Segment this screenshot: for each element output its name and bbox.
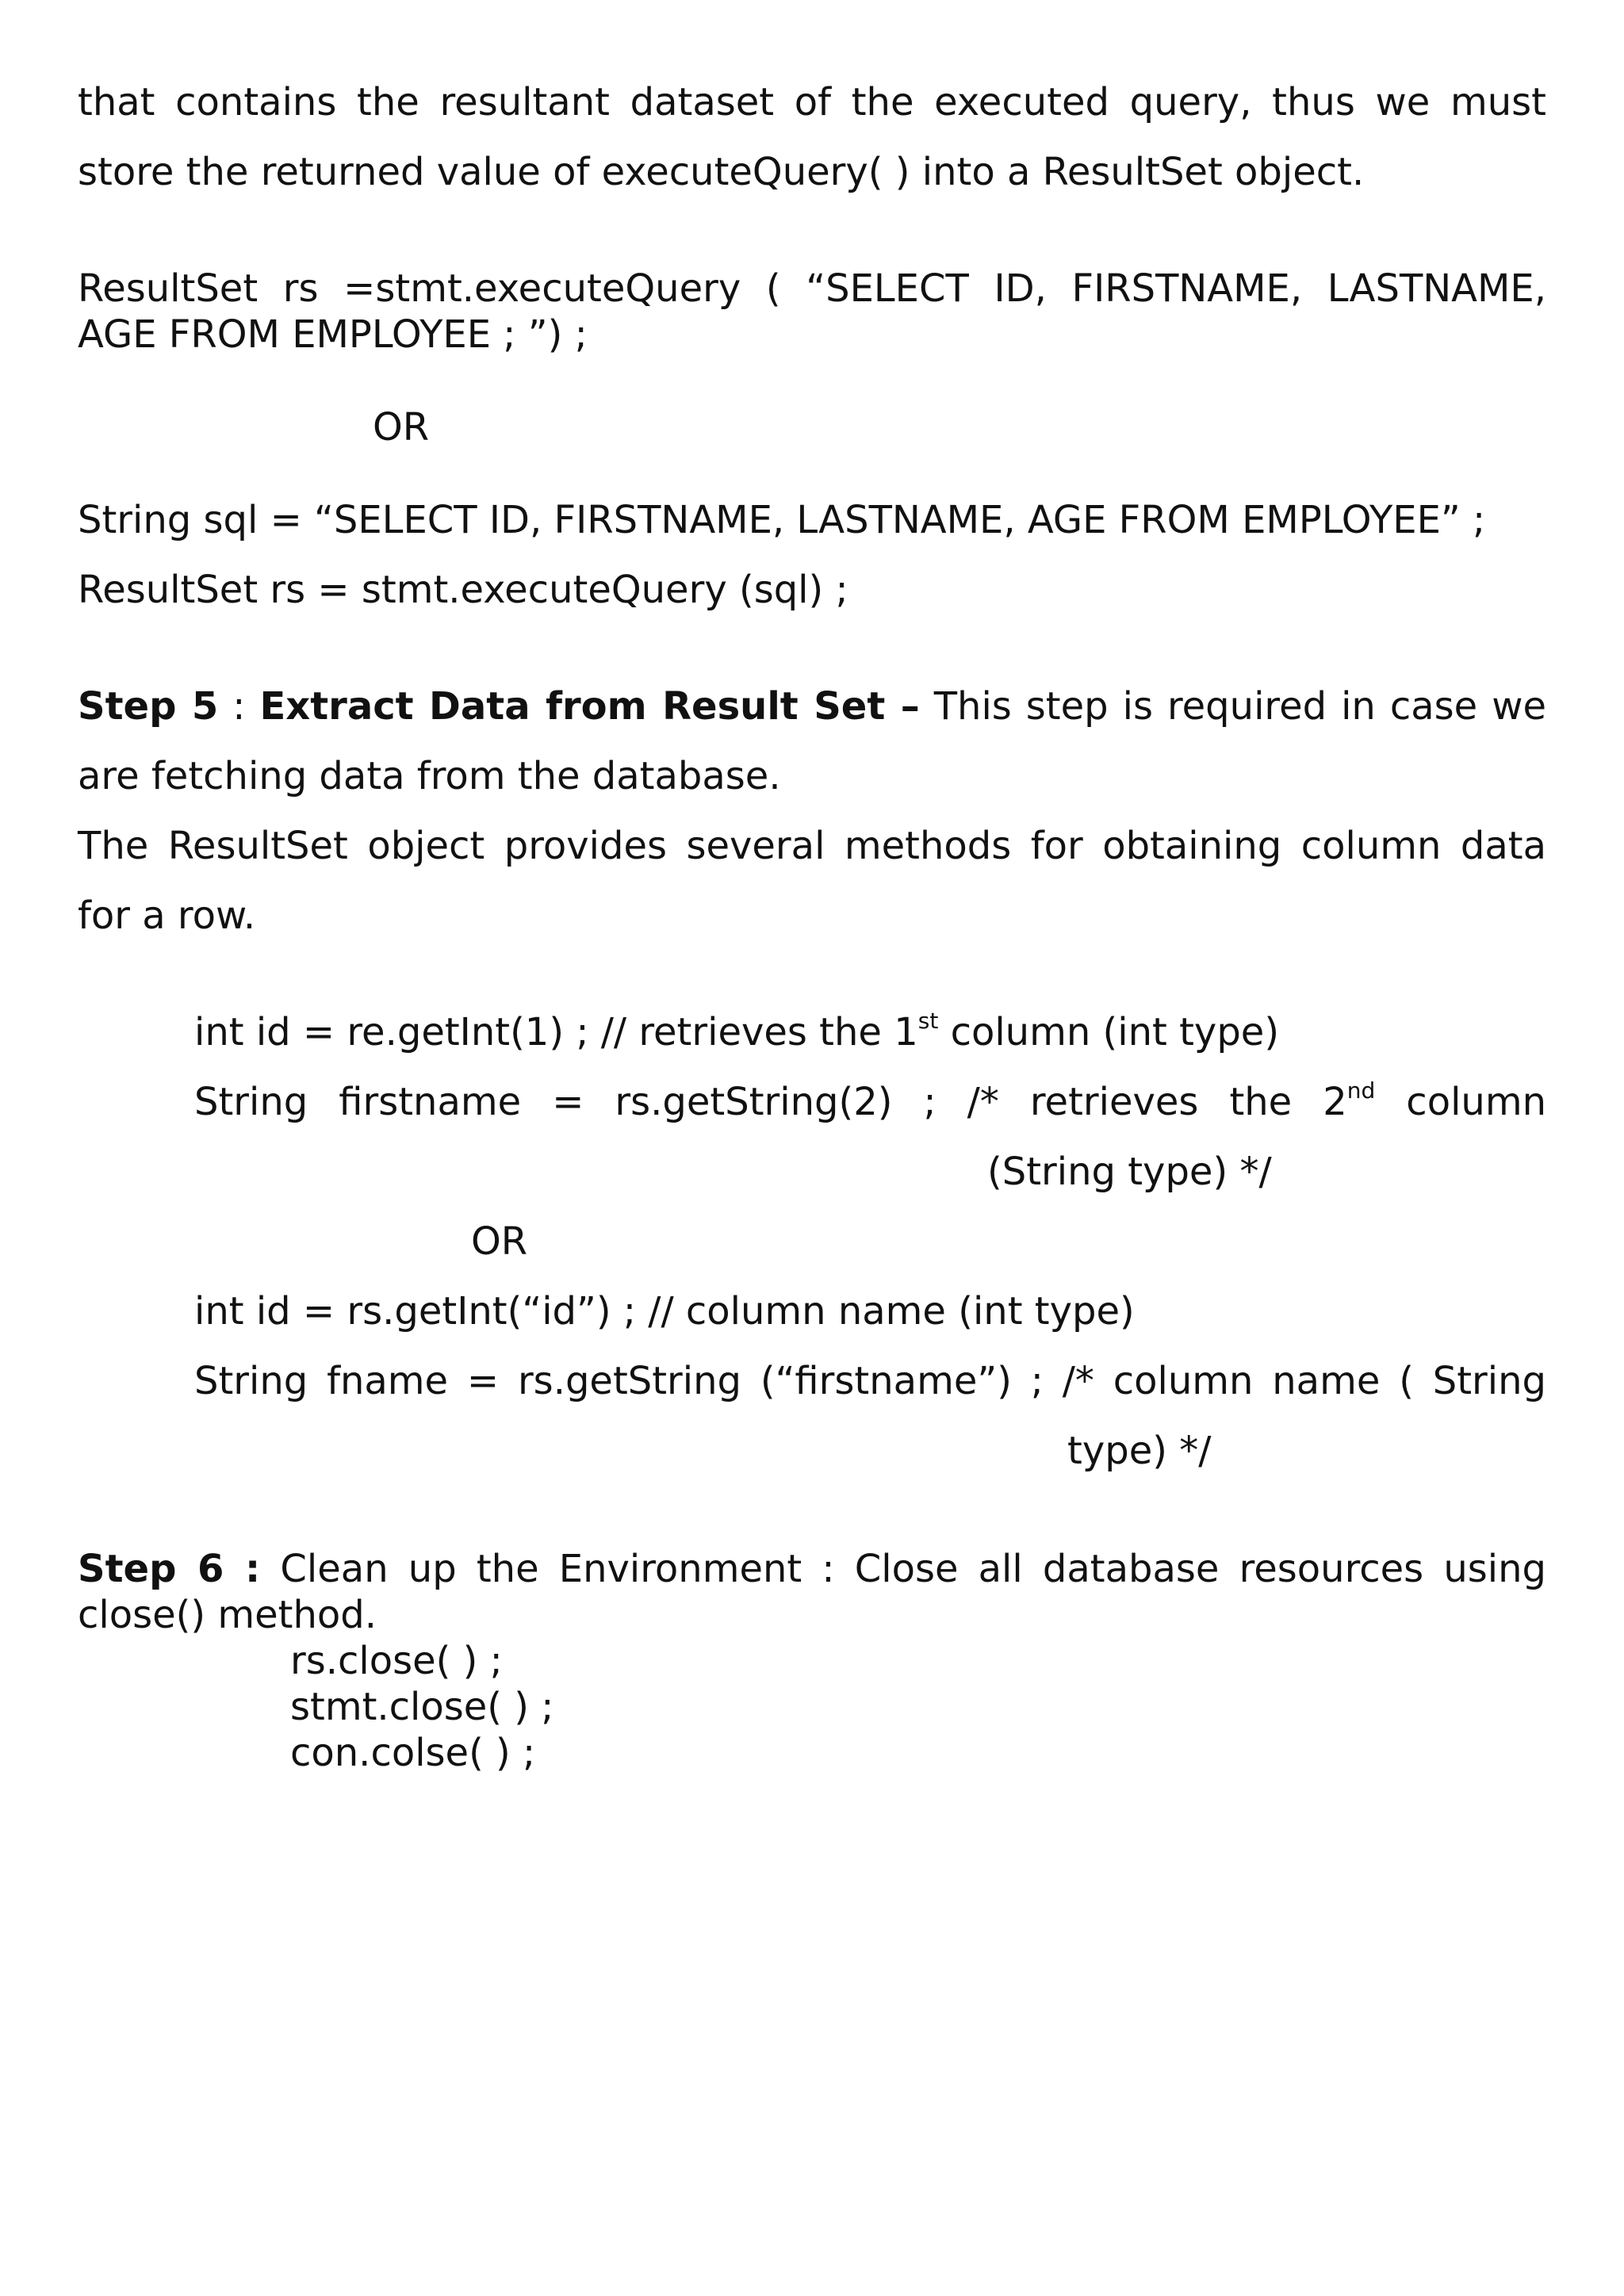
- code-line: ResultSet rs = stmt.executeQuery (sql) ;: [78, 568, 848, 612]
- step6-text: Clean up the Environment : Close all database resources using: [260, 1547, 1547, 1591]
- paragraph-line: The ResultSet object provides several methods for obtaining column data: [78, 824, 1546, 868]
- paragraph-line: close() method.: [78, 1593, 377, 1637]
- paragraph-line: for a row.: [78, 894, 256, 938]
- code-text: int id = re.getInt(1) ; // retrieves the 1: [194, 1010, 918, 1054]
- code-line: [194, 1079, 1546, 1125]
- paragraph-line: that contains the resultant dataset of the executed query, thus we must: [78, 80, 1546, 124]
- code-line: [194, 1009, 1546, 1055]
- step6-heading-line: [78, 1546, 1546, 1592]
- code-continuation: type) */: [1067, 1429, 1212, 1473]
- superscript: st: [917, 1008, 939, 1034]
- paragraph-line: are fetching data from the database.: [78, 754, 781, 798]
- code-line: stmt.close( ) ;: [290, 1685, 554, 1729]
- step5-heading-line: [78, 683, 1546, 729]
- code-text: column (int type): [938, 1010, 1280, 1054]
- step5-label: Step 5: [78, 684, 219, 729]
- code-line: String sql = “SELECT ID, FIRSTNAME, LASTNAME, AGE FROM EMPLOYEE” ;: [78, 498, 1486, 542]
- code-line: rs.close( ) ;: [290, 1639, 503, 1683]
- code-text: column: [1375, 1080, 1547, 1124]
- or-separator: OR: [471, 1219, 528, 1264]
- superscript: nd: [1346, 1077, 1376, 1104]
- code-line: String fname = rs.getString (“firstname”) ; /* column name ( String: [194, 1359, 1546, 1403]
- code-line: ResultSet rs =stmt.executeQuery ( “SELECT ID, FIRSTNAME, LASTNAME,: [78, 266, 1546, 311]
- step6-label: Step 6 :: [78, 1547, 261, 1591]
- code-continuation: (String type) */: [987, 1150, 1272, 1194]
- code-line: AGE FROM EMPLOYEE ; ”) ;: [78, 312, 588, 357]
- step5-text: This step is required in case we: [919, 684, 1546, 729]
- code-line: con.colse( ) ;: [290, 1731, 536, 1775]
- paragraph-line: store the returned value of executeQuery( ) into a ResultSet object.: [78, 150, 1365, 194]
- step5-separator: :: [218, 684, 260, 729]
- code-line: int id = rs.getInt(“id”) ; // column name (int type): [194, 1289, 1135, 1334]
- or-separator: OR: [373, 405, 430, 450]
- code-text: String firstname = rs.getString(2) ; /* retrieves the 2: [194, 1080, 1347, 1124]
- step5-title: Extract Data from Result Set –: [259, 684, 920, 729]
